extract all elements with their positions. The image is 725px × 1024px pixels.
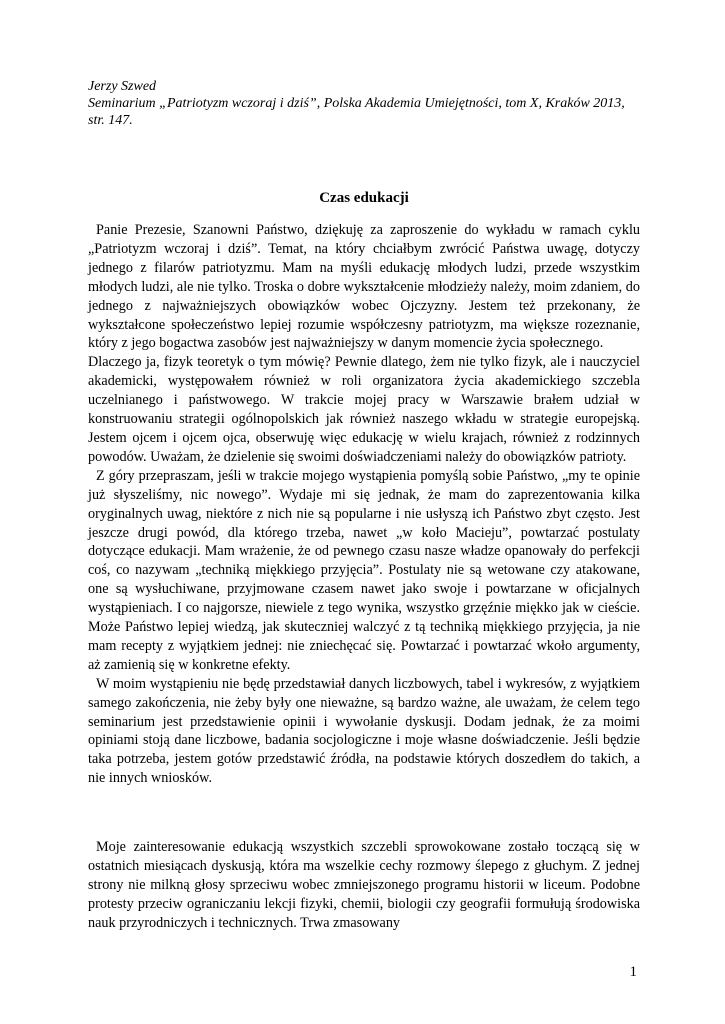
document-page xyxy=(88,78,640,931)
citation-source: Seminarium „Patriotyzm wczoraj i dziś”, Polska Akademia Umiejętności, tom X, Kraków 2013, str. 147. xyxy=(88,96,625,128)
paragraph: Z góry przepraszam, jeśli w trakcie mojego wystąpienia pomyślą sobie Państwo, „my te opinie już słyszeliśmy, nic nowego”. Wydaje mi się jednak, że mam do zaprezentowania kilka oryginalnych uwag, niektóre z nich nie są popularne i nie usłyszą ich Państwo zbyt często. Jest jeszcze drugi powód, dla którego trzeba, nawet „w koło Macieju”, powtarzać postulaty dotyczące edukacji. Mam wrażenie, że od pewnego czasu nasze władze opanowały do perfekcji coś, co nazywam „techniką miękkiego przyjęcia”. Postulaty nie są wetowane czy atakowane, one są wysłuchiwane, przyjmowane czasem nawet jako swoje i powtarzane w oficjalnych wystąpieniach. I co najgorsze, niewiele z tego wynika, wszystko grzęźnie miękko jak w cieście. Może Państwo lepiej wiedzą, jak skuteczniej walczyć z tą techniką miękkiego przyjęcia, ja nie mam recepty z wyjątkiem jednej: nie zniechęcać się. Powtarzać i powtarzać wkoło argumenty, aż zamienią się w konkretne efekty. xyxy=(88,467,640,673)
citation-header xyxy=(88,78,640,129)
second-section xyxy=(88,838,640,933)
page-number: 1 xyxy=(629,964,637,980)
document-title: Czas edukacji xyxy=(319,190,409,206)
author-name: Jerzy Szwed xyxy=(88,79,157,94)
paragraph: Panie Prezesie, Szanowni Państwo, dziękuję za zaproszenie do wykładu w ramach cyklu „Patriotyzm wczoraj i dziś”. Temat, na który chciałbym zwrócić Państwa uwagę, dotyczy jednego z filarów patriotyzmu. Mam na myśli edukację młodych ludzi, przede wszystkim młodych ludzi, ale nie tylko. Troska o dobre wykształcenie młodzieży należy, moim zdaniem, do jednego z najważniejszych obowiązków wobec Ojczyzny. Jestem też przekonany, że wykształcone społeczeństwo lepiej rozumie współczesny patriotyzm, ma większe rozeznanie, który z jego bogactwa zasobów jest najważniejszy w danym momencie życia społecznego. xyxy=(88,222,640,352)
paragraph: Moje zainteresowanie edukacją wszystkich szczebli sprowokowane zostało toczącą się w ostatnich miesiącach dyskusją, która ma wszelkie cechy rozmowy ślepego z głuchym. Z jednej strony nie milkną głosy sprzeciwu wobec zmniejszonego programu historii w liceum. Podobne protesty przeciw ograniczaniu lekcji fizyki, chemii, biologii czy geografii formułują środowiska nauk przyrodniczych i technicznych. Trwa zmasowany xyxy=(88,839,640,931)
paragraph: Dlaczego ja, fizyk teoretyk o tym mówię? Pewnie dlatego, żem nie tylko fizyk, ale i nauczyciel akademicki, występowałem również w roli organizatora życia akademickiego szczebla uczelnianego i państwowego. W trakcie mojej pracy w Warszawie brałem udział w konstruowaniu strategii ogólnopolskich jak również naszego wkładu w strategie europejską. Jestem ojcem i ojcem ojca, obserwuję więc edukację w wielu krajach, również z rodzinnych powodów. Uważam, że dzielenie się swoimi doświadczeniami należy do obowiązków patrioty. xyxy=(88,354,640,465)
body-text xyxy=(88,221,640,788)
paragraph: W moim wystąpieniu nie będę przedstawiał danych liczbowych, tabel i wykresów, z wyjątkiem samego zakończenia, nie żeby były one nieważne, są bardzo ważne, ale uważam, że celem tego seminarium jest przedstawienie opinii i wywołanie dyskusji. Dodam jednak, że za moimi opiniami stoją dane liczbowe, badania socjologiczne i moje własne doświadczenie. Jeśli będzie taka potrzeba, jestem gotów przedstawić źródła, na podstawie których doszedłem do takich, a nie innych wniosków. xyxy=(88,675,640,787)
